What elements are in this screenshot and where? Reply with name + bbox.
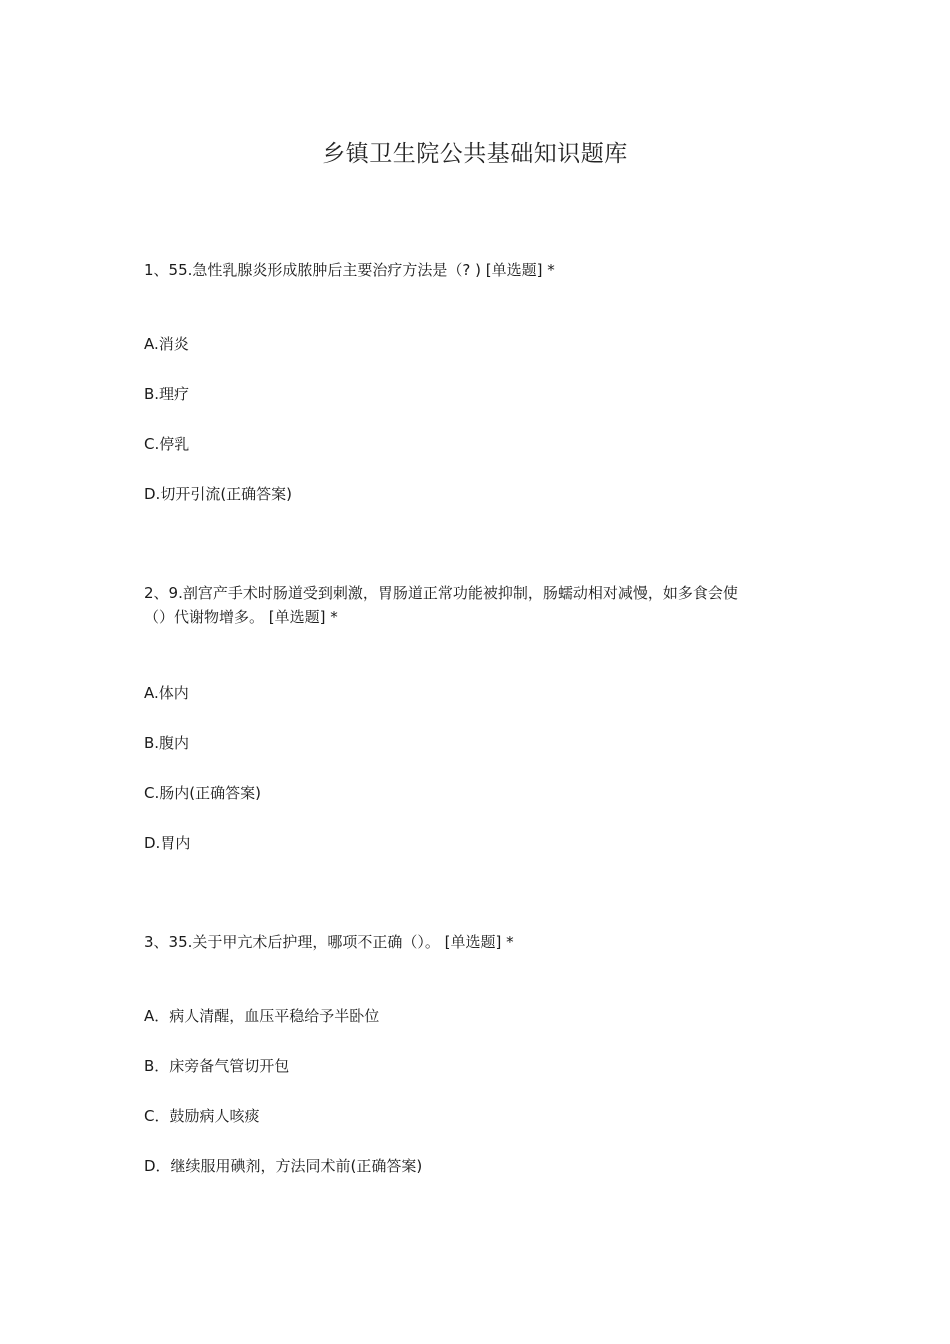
question-1-option-d: D.切开引流(正确答案) (144, 485, 293, 503)
question-3-option-d: D．继续服用碘剂，方法同术前(正确答案) (144, 1157, 423, 1175)
question-2-option-d: D.胃内 (144, 834, 191, 852)
question-3-option-b: B．床旁备气管切开包 (144, 1057, 290, 1075)
question-2-option-c: C.肠内(正确答案) (144, 784, 261, 802)
question-2-text (144, 581, 824, 629)
page-title: 乡镇卫生院公共基础知识题库 (322, 141, 628, 167)
question-1-option-b: B.理疗 (144, 385, 190, 403)
question-2-text-line-2: （）代谢物增多。 [单选题] * (144, 608, 338, 626)
question-3-option-c: C．鼓励病人咳痰 (144, 1107, 260, 1125)
question-3-option-a: A．病人清醒，血压平稳给予半卧位 (144, 1007, 380, 1025)
question-1-text: 1、55.急性乳腺炎形成脓肿后主要治疗方法是（? ) [单选题] * (144, 261, 555, 279)
question-1-option-a: A.消炎 (144, 335, 189, 353)
question-3-text: 3、35.关于甲亢术后护理，哪项不正确（）。 [单选题] * (144, 933, 514, 951)
question-2-option-b: B.腹内 (144, 734, 190, 752)
question-2-option-a: A.体内 (144, 684, 189, 702)
question-2-text-line-1: 2、9.剖宫产手术时肠道受到刺激，胃肠道正常功能被抑制，肠蠕动相对减慢，如多食会使 (144, 584, 738, 602)
question-1-option-c: C.停乳 (144, 435, 190, 453)
